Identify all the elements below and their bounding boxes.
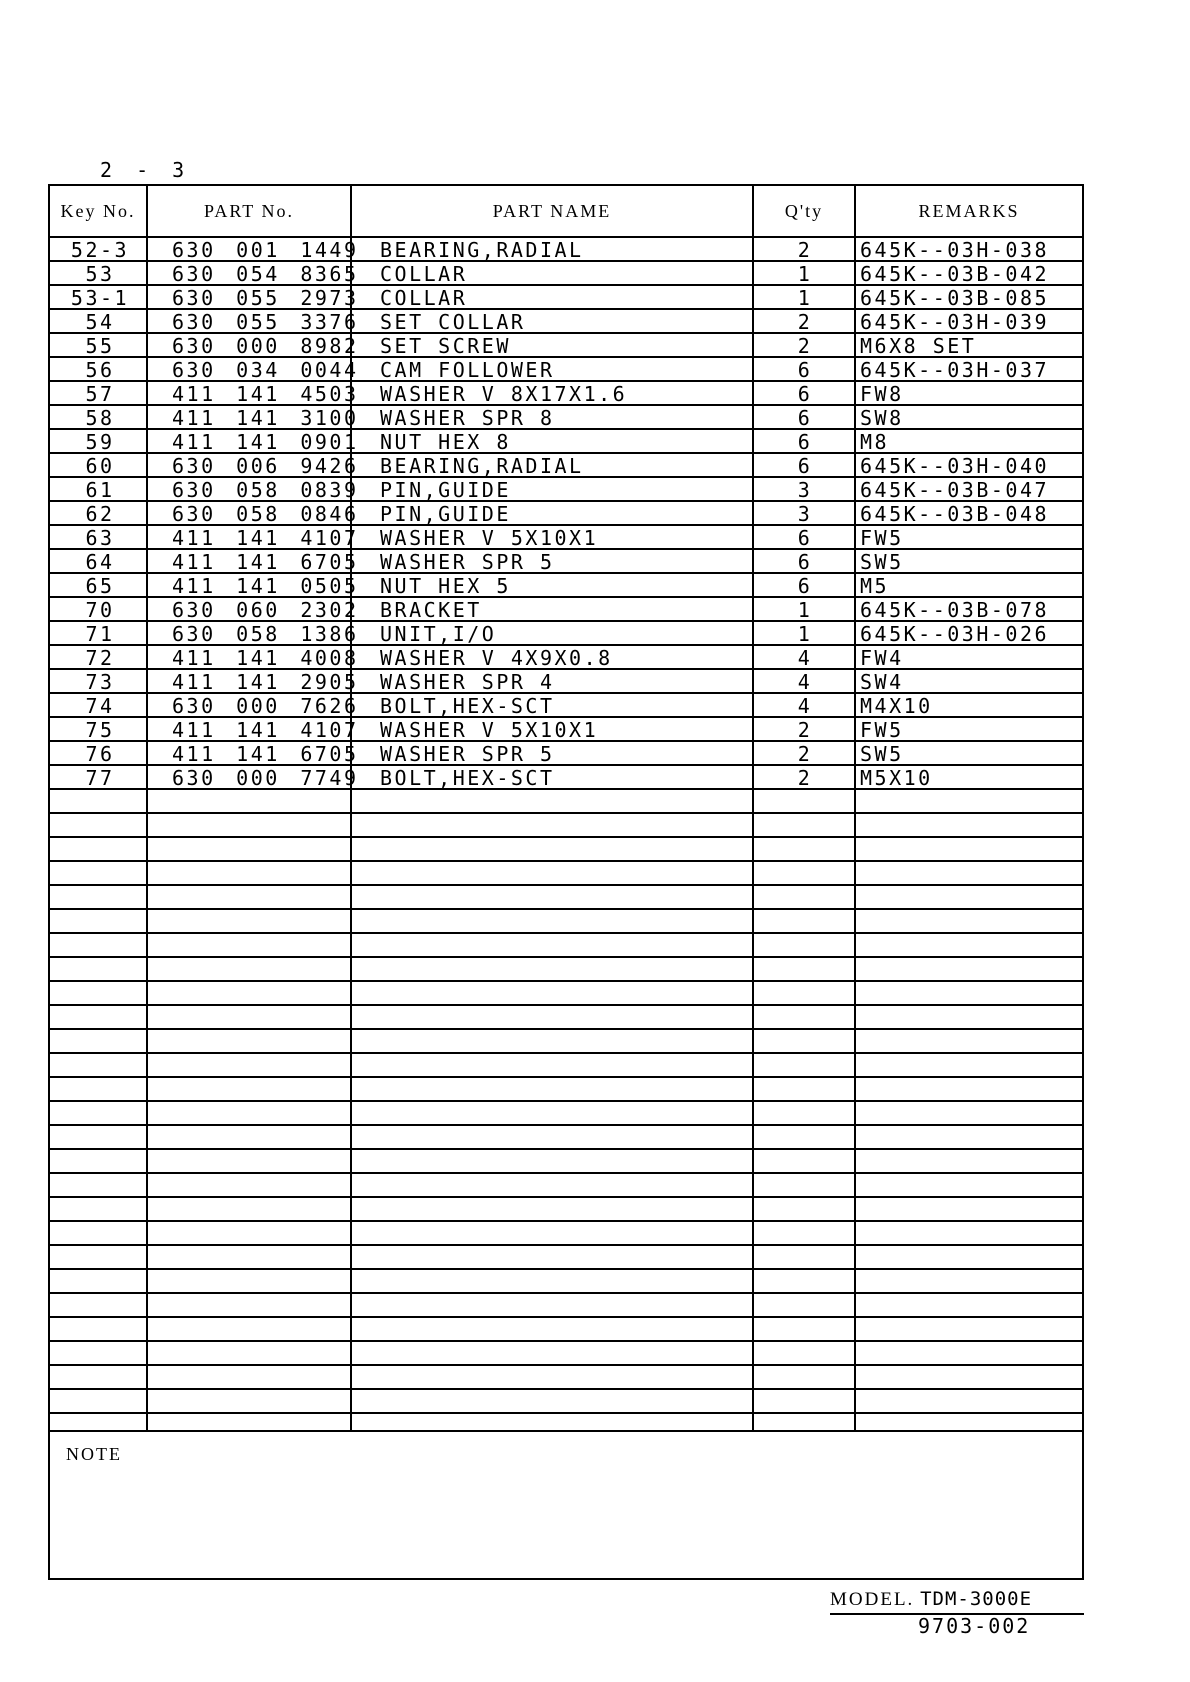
table-row [50, 694, 1082, 718]
cell-part: 630 060 2302 [172, 598, 359, 622]
table-row [50, 358, 1082, 382]
cell-part: 411 141 6705 [172, 550, 359, 574]
note-label: NOTE [66, 1444, 122, 1464]
table-row [50, 910, 1082, 934]
cell-key: 54 [85, 310, 115, 334]
cell-key: 61 [85, 478, 115, 502]
cell-part: 411 141 0505 [172, 574, 359, 598]
table-row [50, 886, 1082, 910]
cell-qty: 4 [797, 694, 813, 718]
table-row [50, 262, 1082, 286]
cell-name: BEARING,RADIAL [380, 238, 584, 262]
cell-qty: 1 [797, 622, 813, 646]
cell-name: PIN,GUIDE [380, 478, 511, 502]
cell-qty: 6 [797, 358, 813, 382]
cell-qty: 6 [797, 454, 813, 478]
table-row [50, 862, 1082, 886]
cell-qty: 3 [797, 478, 813, 502]
table-row [50, 766, 1082, 790]
cell-qty: 2 [797, 766, 813, 790]
cell-qty: 2 [797, 742, 813, 766]
table-row [50, 934, 1082, 958]
header-remarks: REMARKS [918, 200, 1020, 221]
cell-part: 630 000 7626 [172, 694, 359, 718]
cell-name: BEARING,RADIAL [380, 454, 584, 478]
cell-key: 53-1 [70, 286, 130, 310]
cell-part: 630 058 0846 [172, 502, 359, 526]
cell-remarks: FW8 [860, 382, 904, 406]
cell-part: 630 054 8365 [172, 262, 359, 286]
cell-key: 53 [85, 262, 115, 286]
cell-name: NUT HEX 5 [380, 574, 511, 598]
table-row [50, 838, 1082, 862]
cell-key: 64 [85, 550, 115, 574]
cell-part: 630 000 8982 [172, 334, 359, 358]
cell-remarks: 645K--03B-085 [860, 286, 1050, 310]
table-row [50, 1174, 1082, 1198]
header-qty: Q'ty [784, 200, 824, 221]
table-row [50, 1126, 1082, 1150]
cell-part: 630 058 0839 [172, 478, 359, 502]
table-row [50, 1030, 1082, 1054]
cell-name: PIN,GUIDE [380, 502, 511, 526]
table-row [50, 814, 1082, 838]
table-row [50, 1294, 1082, 1318]
cell-part: 630 055 2973 [172, 286, 359, 310]
cell-qty: 2 [797, 718, 813, 742]
parts-table [48, 184, 1084, 1432]
cell-name: WASHER V 5X10X1 [380, 718, 599, 742]
cell-part: 630 055 3376 [172, 310, 359, 334]
cell-name: WASHER V 5X10X1 [380, 526, 599, 550]
cell-part: 411 141 4107 [172, 526, 359, 550]
cell-key: 59 [85, 430, 115, 454]
cell-name: SET SCREW [380, 334, 511, 358]
table-row [50, 1318, 1082, 1342]
cell-remarks: M5X10 [860, 766, 933, 790]
cell-key: 60 [85, 454, 115, 478]
cell-name: WASHER SPR 8 [380, 406, 555, 430]
table-row [50, 430, 1082, 454]
table-row [50, 1006, 1082, 1030]
cell-qty: 1 [797, 286, 813, 310]
cell-part: 411 141 6705 [172, 742, 359, 766]
cell-qty: 4 [797, 670, 813, 694]
cell-remarks: M5 [860, 574, 890, 598]
cell-key: 72 [85, 646, 115, 670]
table-row [50, 1246, 1082, 1270]
cell-name: UNIT,I/O [380, 622, 497, 646]
cell-key: 77 [85, 766, 115, 790]
table-row [50, 286, 1082, 310]
cell-remarks: M6X8 SET [860, 334, 977, 358]
cell-remarks: M8 [860, 430, 890, 454]
cell-part: 630 000 7749 [172, 766, 359, 790]
cell-name: SET COLLAR [380, 310, 526, 334]
cell-qty: 3 [797, 502, 813, 526]
cell-name: WASHER V 8X17X1.6 [380, 382, 628, 406]
cell-remarks: 645K--03H-038 [860, 238, 1050, 262]
table-row [50, 598, 1082, 622]
cell-key: 63 [85, 526, 115, 550]
cell-part: 411 141 2905 [172, 670, 359, 694]
table-row [50, 574, 1082, 598]
table-row [50, 718, 1082, 742]
table-row [50, 1390, 1082, 1414]
cell-qty: 2 [797, 310, 813, 334]
table-row [50, 1102, 1082, 1126]
cell-remarks: 645K--03H-039 [860, 310, 1050, 334]
header-key-no: Key No. [60, 200, 136, 221]
cell-key: 56 [85, 358, 115, 382]
cell-part: 411 141 4107 [172, 718, 359, 742]
document-code: 9703-002 [918, 1614, 1031, 1638]
cell-remarks: M4X10 [860, 694, 933, 718]
cell-name: COLLAR [380, 262, 468, 286]
model-label: MODEL. [830, 1589, 915, 1610]
cell-remarks: FW4 [860, 646, 904, 670]
cell-key: 58 [85, 406, 115, 430]
cell-remarks: SW4 [860, 670, 904, 694]
cell-remarks: 645K--03H-037 [860, 358, 1050, 382]
cell-key: 52-3 [70, 238, 130, 262]
table-row [50, 1366, 1082, 1390]
table-row [50, 982, 1082, 1006]
cell-name: BRACKET [380, 598, 482, 622]
cell-name: WASHER SPR 5 [380, 742, 555, 766]
cell-key: 62 [85, 502, 115, 526]
cell-remarks: SW5 [860, 550, 904, 574]
cell-key: 71 [85, 622, 115, 646]
table-row [50, 1342, 1082, 1366]
table-row [50, 670, 1082, 694]
cell-part: 630 058 1386 [172, 622, 359, 646]
cell-qty: 4 [797, 646, 813, 670]
cell-key: 76 [85, 742, 115, 766]
cell-name: CAM FOLLOWER [380, 358, 555, 382]
cell-part: 630 006 9426 [172, 454, 359, 478]
table-row [50, 1222, 1082, 1246]
cell-key: 75 [85, 718, 115, 742]
cell-qty: 1 [797, 262, 813, 286]
cell-remarks: SW5 [860, 742, 904, 766]
cell-name: WASHER SPR 4 [380, 670, 555, 694]
table-row [50, 646, 1082, 670]
cell-name: BOLT,HEX-SCT [380, 694, 555, 718]
cell-remarks: FW5 [860, 526, 904, 550]
cell-remarks: 645K--03H-040 [860, 454, 1050, 478]
cell-qty: 6 [797, 526, 813, 550]
table-row [50, 742, 1082, 766]
table-row [50, 1270, 1082, 1294]
cell-remarks: FW5 [860, 718, 904, 742]
cell-part: 630 034 0044 [172, 358, 359, 382]
table-row [50, 310, 1082, 334]
cell-remarks: SW8 [860, 406, 904, 430]
table-row [50, 550, 1082, 574]
table-row [50, 1198, 1082, 1222]
cell-remarks: 645K--03B-078 [860, 598, 1050, 622]
cell-name: WASHER SPR 5 [380, 550, 555, 574]
cell-part: 411 141 0901 [172, 430, 359, 454]
table-row [50, 454, 1082, 478]
cell-remarks: 645K--03B-048 [860, 502, 1050, 526]
cell-name: COLLAR [380, 286, 468, 310]
table-row [50, 622, 1082, 646]
cell-qty: 2 [797, 334, 813, 358]
cell-remarks: 645K--03B-042 [860, 262, 1050, 286]
table-row [50, 1054, 1082, 1078]
table-row [50, 502, 1082, 526]
table-header [50, 186, 1082, 238]
table-row [50, 1078, 1082, 1102]
table-row [50, 790, 1082, 814]
cell-key: 70 [85, 598, 115, 622]
model-value: TDM-3000E [920, 1588, 1033, 1610]
cell-qty: 6 [797, 382, 813, 406]
model-line [830, 1588, 1084, 1615]
cell-part: 411 141 4008 [172, 646, 359, 670]
cell-qty: 6 [797, 430, 813, 454]
cell-remarks: 645K--03B-047 [860, 478, 1050, 502]
cell-key: 55 [85, 334, 115, 358]
page-number: 2 - 3 [100, 158, 191, 182]
cell-name: BOLT,HEX-SCT [380, 766, 555, 790]
cell-qty: 6 [797, 550, 813, 574]
table-row [50, 238, 1082, 262]
cell-qty: 1 [797, 598, 813, 622]
table-row [50, 406, 1082, 430]
header-part-no: PART No. [204, 200, 294, 221]
header-part-name: PART NAME [492, 200, 612, 221]
cell-qty: 6 [797, 406, 813, 430]
cell-key: 57 [85, 382, 115, 406]
cell-part: 411 141 4503 [172, 382, 359, 406]
table-row [50, 1150, 1082, 1174]
cell-qty: 2 [797, 238, 813, 262]
table-row [50, 478, 1082, 502]
cell-name: NUT HEX 8 [380, 430, 511, 454]
cell-key: 74 [85, 694, 115, 718]
cell-qty: 6 [797, 574, 813, 598]
cell-name: WASHER V 4X9X0.8 [380, 646, 613, 670]
table-row [50, 382, 1082, 406]
cell-remarks: 645K--03H-026 [860, 622, 1050, 646]
note-area [48, 1432, 1084, 1580]
cell-part: 411 141 3100 [172, 406, 359, 430]
table-row [50, 526, 1082, 550]
cell-key: 65 [85, 574, 115, 598]
table-row [50, 334, 1082, 358]
cell-part: 630 001 1449 [172, 238, 359, 262]
cell-key: 73 [85, 670, 115, 694]
table-row [50, 958, 1082, 982]
